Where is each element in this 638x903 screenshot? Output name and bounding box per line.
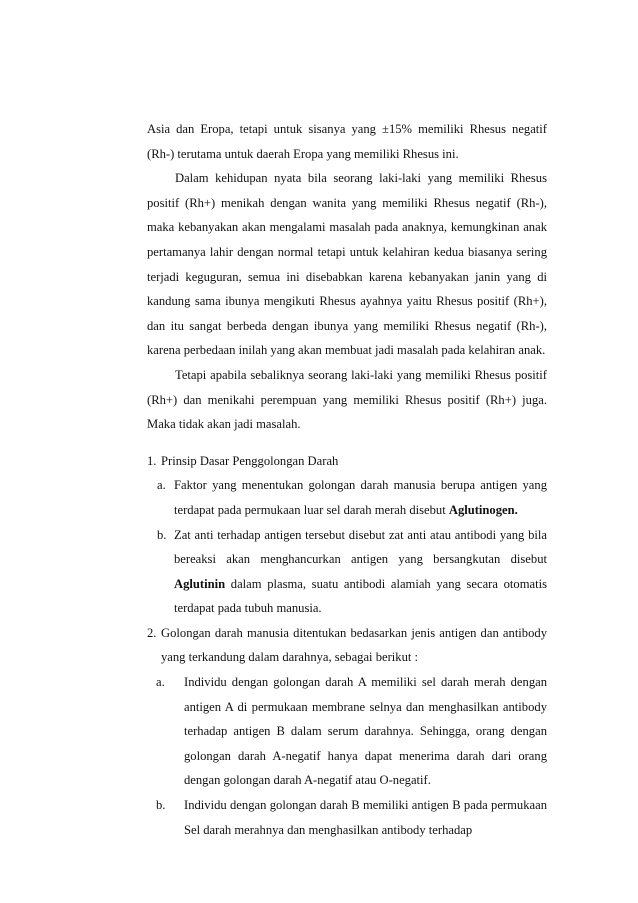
list-marker: b.	[156, 798, 166, 813]
list-item-1	[147, 449, 547, 474]
list-marker: b.	[157, 527, 167, 542]
list-item-1b-text-after: dalam plasma, suatu antibodi alamiah yang secara otomatis terdapat pada tubuh manusia.	[174, 576, 547, 616]
list-item-2	[147, 621, 547, 670]
term-aglutinogen: Aglutinogen.	[448, 502, 518, 517]
list-marker: a.	[157, 478, 166, 493]
list-item-2a-text: Individu dengan golongan darah A memiliki sel darah merah dengan antigen A di permukaan membrane selnya dan menghasilkan antibody terhadap antigen B dalam serum darahnya. Sehingga, orang dengan golongan darah A-negatif hanya dapat menerima darah dari orang dengan golongan darah A-negatif atau O-negatif.	[184, 675, 547, 788]
list-item-1b-text: Zat anti terhadap antigen tersebut disebut zat anti atau antibodi yang bila bereaksi akan menghancurkan antigen yang bersangkutan disebut	[174, 527, 547, 567]
body-text	[147, 117, 547, 842]
list-item-2-text: Golongan darah manusia ditentukan bedasarkan jenis antigen dan antibody yang terkandung dalam darahnya, sebagai berikut :	[161, 625, 547, 665]
paragraph-rhesus-positive: Tetapi apabila sebaliknya seorang laki-laki yang memiliki Rhesus positif (Rh+) dan menikahi perempuan yang memiliki Rhesus positif (Rh+) juga. Maka tidak akan jadi masalah.	[147, 367, 547, 432]
list-marker: a.	[156, 675, 165, 690]
section-gap	[147, 437, 547, 449]
list-marker: 2.	[147, 625, 157, 640]
list-item-1a-text: Faktor yang menentukan golongan darah manusia berupa antigen yang terdapat pada permukaan luar sel darah merah disebut	[174, 478, 547, 517]
list-item-1a	[147, 473, 547, 522]
list-item-2b	[147, 793, 547, 842]
list-item-2b-text: Individu dengan golongan darah B memiliki antigen B pada permukaan Sel darah merahnya dan menghasilkan antibody terhadap	[184, 798, 547, 837]
paragraph-rhesus-marriage: Dalam kehidupan nyata bila seorang laki-laki yang memiliki Rhesus positif (Rh+) menikah dengan wanita yang memiliki Rhesus negatif (Rh-), maka kebanyakan akan mengalami masalah pada anaknya, kemungkinan anak pertamanya lahir dengan normal tetapi untuk kelahiran kedua biasanya sering terjadi keguguran, semua ini disebabkan karena kebanyakan janin yang di kandung sama ibunya mengikuti Rhesus ayahnya yaitu Rhesus positif (Rh+), dan itu sangat berbeda dengan ibunya yang memiliki Rhesus negatif (Rh-), karena perbedaan inilah yang akan membuat jadi masalah pada kelahiran anak.	[147, 171, 547, 358]
term-aglutinin: Aglutinin	[174, 576, 226, 591]
list-item-2a	[147, 670, 547, 793]
paragraph-continuation: Asia dan Eropa, tetapi untuk sisanya yang ±15% memiliki Rhesus negatif (Rh-) terutama untuk daerah Eropa yang memiliki Rhesus ini.	[147, 122, 547, 161]
list-item-1-title: Prinsip Dasar Penggolongan Darah	[161, 453, 339, 468]
list-item-1b	[147, 523, 547, 621]
list-marker: 1.	[147, 453, 157, 468]
